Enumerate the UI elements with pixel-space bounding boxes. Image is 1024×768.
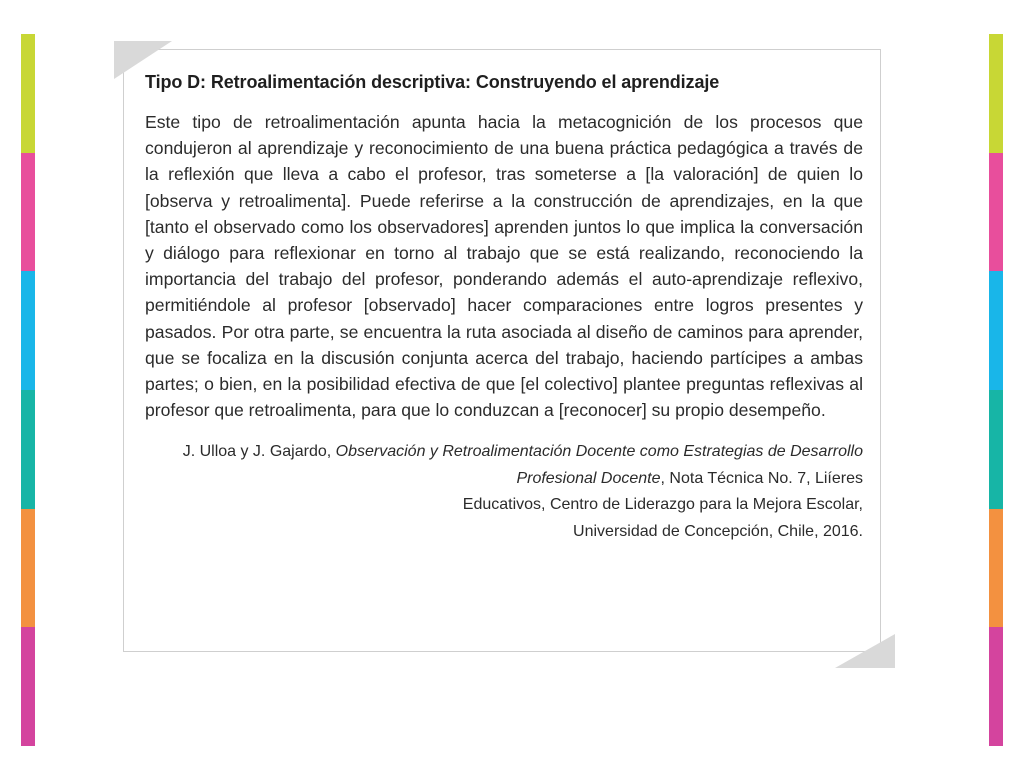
citation-publisher: Educativos, Centro de Liderazgo para la Mejora Escolar, <box>462 496 863 514</box>
left-color-stripe <box>21 34 35 746</box>
stripe-segment-lime <box>21 34 35 153</box>
citation-line-1 <box>145 439 863 492</box>
stripe-segment-magenta <box>989 627 1003 746</box>
right-color-stripe <box>989 34 1003 746</box>
corner-fold-bottom-right <box>835 634 895 668</box>
box-paragraph: Este tipo de retroalimentación apunta hacia la metacognición de los procesos que condujeron al aprendizaje y reconocimiento de una buena práctica pedagógica a través de la reflexión que lleva a cabo el profesor, tras someterse a [la valoración] de quien lo [observa y retroalimenta]. Puede referirse a la construcción de aprendizajes, en la que [tanto el observado como los observadores] aprenden juntos lo que implica la conversación y diálogo para reflexionar en torno al trabajo que se está realizando, reconociendo la importancia del trabajo del profesor, ponderando además el auto-aprendizaje reflexivo, permitiéndole al profesor [observado] hacer comparaciones entre logros presentes y pasados. Por otra parte, se encuentra la ruta asociada al diseño de caminos para aprender, que se focaliza en la discusión conjunta acerca del trabajo, haciendo partícipes a ambas partes; o bien, en la posibilidad efectiva de que [el colectivo] plantee preguntas reflexivas al profesor que retroalimenta, para que lo conduzcan a [reconocer] su propio desempeño. <box>145 112 863 421</box>
stripe-segment-orange <box>21 509 35 628</box>
quote-content <box>145 72 863 545</box>
stripe-segment-lime <box>989 34 1003 153</box>
stripe-segment-teal <box>21 390 35 509</box>
box-title: Tipo D: Retroalimentación descriptiva: Construyendo el aprendizaje <box>145 72 720 92</box>
stripe-segment-cyan <box>989 271 1003 390</box>
stripe-segment-orange <box>989 509 1003 628</box>
stripe-segment-pink <box>21 153 35 272</box>
citation <box>145 439 863 545</box>
stripe-segment-teal <box>989 390 1003 509</box>
citation-place-year: Universidad de Concepción, Chile, 2016. <box>573 522 863 540</box>
citation-series: , Nota Técnica No. 7, Liíeres <box>660 469 863 487</box>
citation-work-title: Observación y Retroalimentación Docente como Estrategias de Desarrollo Profesional Docente <box>335 443 863 487</box>
citation-authors: J. Ulloa y J. Gajardo, <box>182 443 336 461</box>
stripe-segment-cyan <box>21 271 35 390</box>
stripe-segment-pink <box>989 153 1003 272</box>
stripe-segment-magenta <box>21 627 35 746</box>
